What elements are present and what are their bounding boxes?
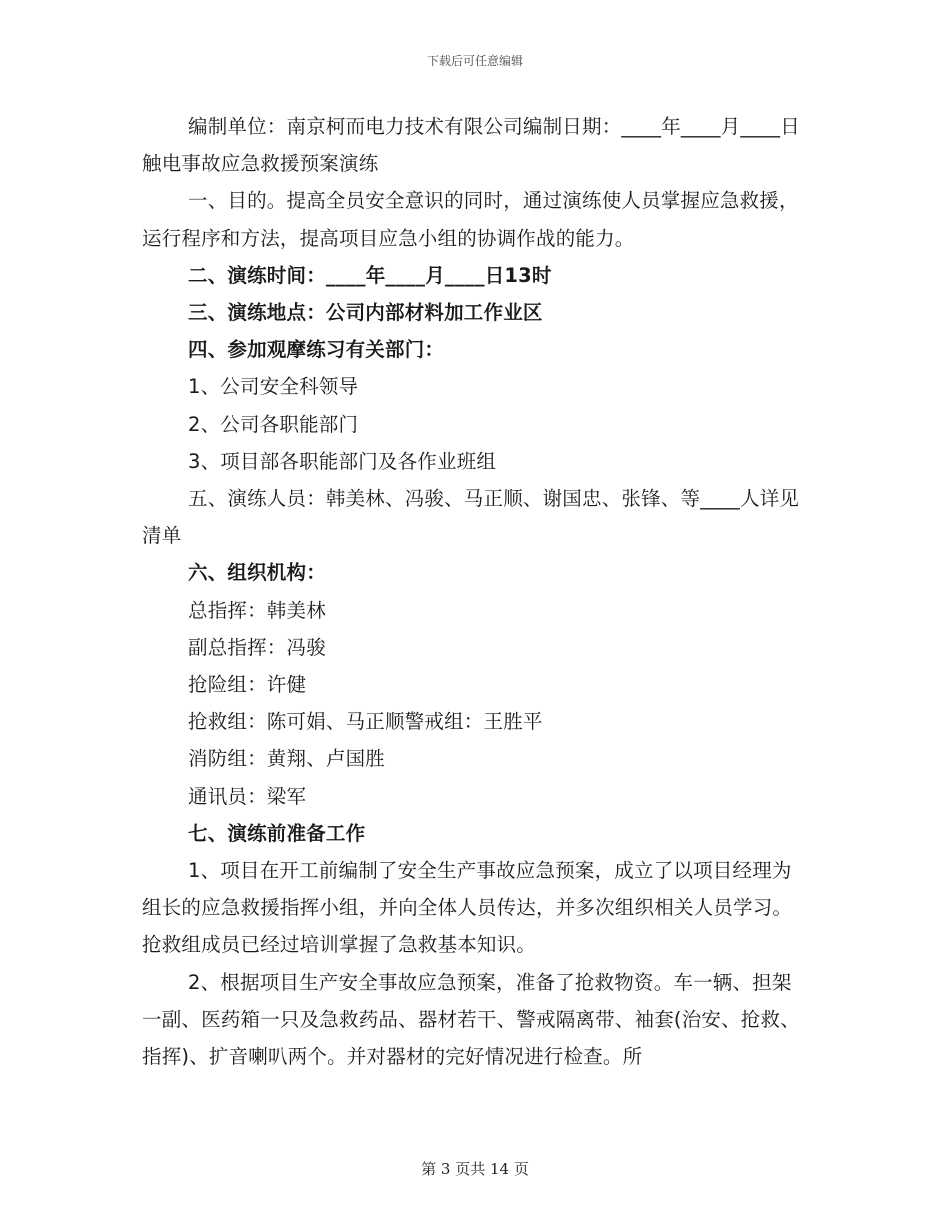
heading-preparation: 七、演练前准备工作 <box>188 821 366 845</box>
page-footer: 第 3 页共 14 页 <box>421 1160 529 1178</box>
heading-observing-departments: 四、参加观摩练习有关部门： <box>188 338 445 362</box>
paragraph-purpose: 一、目的。提高全员安全意识的同时，通过演练使人员掌握应急救援，运行程序和方法，提高项目应急小组的协调作战的能力。 <box>142 189 799 250</box>
org-commander: 总指挥：韩美林 <box>188 598 326 622</box>
list-item-department-1: 1、公司安全科领导 <box>188 375 359 399</box>
paragraph-preparation-1: 1、项目在开工前编制了安全生产事故应急预案，成立了以项目经理为组长的应急救援指挥小组，并向全体人员传达，并多次组织相关人员学习。抢救组成员已经过培训掌握了急救基本知识。 <box>142 859 793 957</box>
list-item-department-2: 2、公司各职能部门 <box>188 412 359 436</box>
document-body <box>142 108 802 1075</box>
org-first-aid-team: 抢救组：陈可娟、马正顺警戒组：王胜平 <box>188 710 543 734</box>
paragraph-compile-info: 编制单位：南京柯而电力技术有限公司编制日期：____年____月____日触电事故应急救援预案演练 <box>142 115 800 176</box>
org-communicator: 通讯员：梁军 <box>188 784 307 808</box>
heading-drill-location: 三、演练地点：公司内部材料加工作业区 <box>188 301 543 325</box>
heading-drill-time: 二、演练时间：____年____月____日13时 <box>188 263 552 287</box>
paragraph-preparation-2: 2、根据项目生产安全事故应急预案，准备了抢救物资。车一辆、担架一副、医药箱一只及急救药品、器材若干、警戒隔离带、袖套(治安、抢救、指挥)、扩音喇叭两个。并对器材的完好情况进行检查。所 <box>142 970 800 1069</box>
page-header: 下载后可任意编辑 <box>426 54 523 68</box>
org-rescue-team: 抢险组：许健 <box>188 673 307 697</box>
org-fire-team: 消防组：黄翔、卢国胜 <box>188 747 386 771</box>
org-deputy-commander: 副总指挥：冯骏 <box>188 635 326 659</box>
list-item-department-3: 3、项目部各职能部门及各作业班组 <box>188 449 497 473</box>
paragraph-drill-personnel: 五、演练人员：韩美林、冯骏、马正顺、谢国忠、张锋、等____人详见清单 <box>142 487 800 548</box>
heading-organization: 六、组织机构： <box>188 561 326 585</box>
